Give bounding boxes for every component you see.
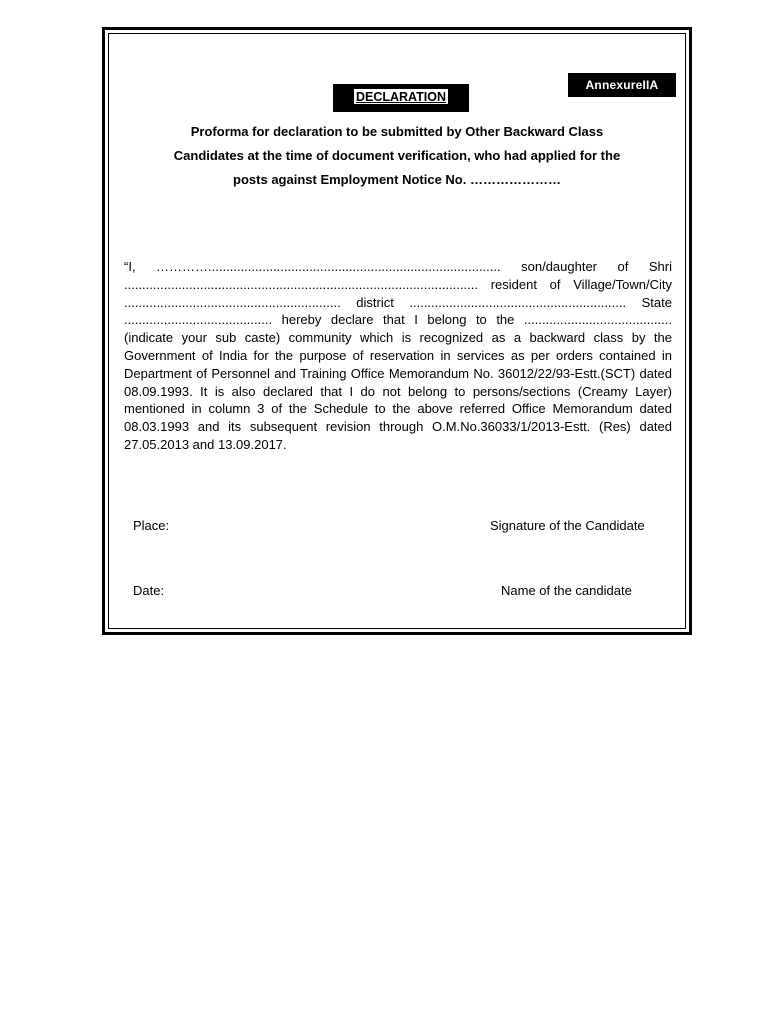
body-line-2: .................................................................................................. resident of Village/Town/City — [124, 276, 672, 292]
body-line-9: mentioned in column 3 of the Schedule to the above referred Office Memorandum dated — [124, 401, 672, 417]
date-label: Date: — [133, 583, 165, 598]
body-line-4: ......................................... hereby declare that I belong to the ......................................... — [124, 312, 672, 328]
declaration-body — [124, 258, 672, 454]
body-line-8: 08.09.1993. It is also declared that I do not belong to persons/sections (Creamy Layer) — [124, 383, 672, 399]
body-line-6: Government of India for the purpose of reservation in services as per orders contained in — [124, 347, 672, 363]
annexure-label: AnnexureIIA — [568, 73, 676, 97]
proforma-line-1: Proforma for declaration to be submitted by Other Backward Class — [190, 124, 604, 139]
body-line-1: “I, …………................................................................................. son/daughter of Shri — [124, 259, 672, 274]
proforma-title — [150, 120, 644, 192]
body-line-7: Department of Personnel and Training Office Memorandum No. 36012/22/93-Estt.(SCT) dated — [124, 365, 672, 381]
proforma-line-3: posts against Employment Notice No. ………………… — [233, 172, 561, 187]
signature-label: Signature of the Candidate — [490, 518, 645, 533]
candidate-name-label: Name of the candidate — [501, 583, 632, 598]
declaration-heading: DECLARATION — [353, 88, 449, 105]
body-line-3: ............................................................ district ............................................................ State — [124, 294, 672, 310]
proforma-line-2: Candidates at the time of document verification, who had applied for the — [173, 148, 621, 163]
place-label: Place: — [133, 518, 170, 533]
body-line-11: 27.05.2013 and 13.09.2017. — [124, 436, 287, 452]
body-line-10: 08.03.1993 and its subsequent revision through O.M.No.36033/1/2013-Estt. (Res) dated — [124, 419, 672, 435]
body-line-5: (indicate your sub caste) community which is recognized as a backward class by the — [124, 330, 672, 346]
